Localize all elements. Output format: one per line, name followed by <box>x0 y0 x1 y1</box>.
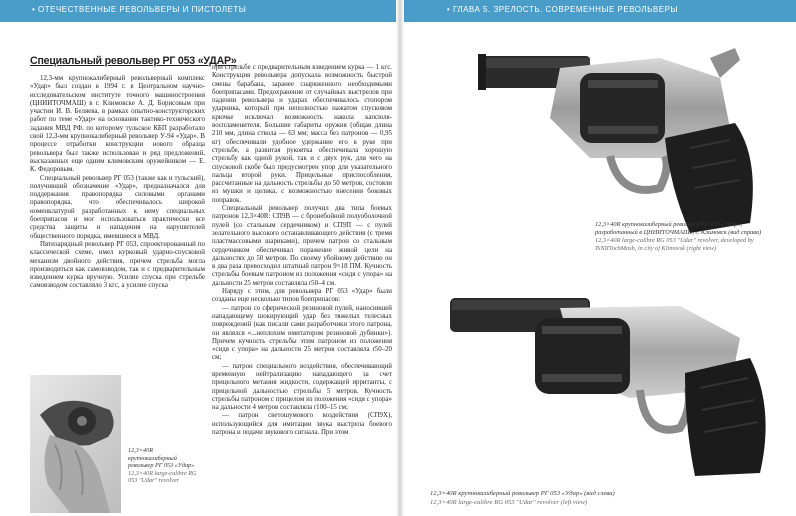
caption-ru: 12,3×40R крупнокалиберный револьвер РГ 053 «Удар», разработанный в ЦНИИТОЧМАШе, г. Климовск (вид справа) <box>595 221 762 236</box>
book-gutter <box>396 0 404 516</box>
paragraph: Специальный револьвер РГ 053 (также как и тульский), получивший обозначение «Удар», предназначался для поддержания правопорядка силовыми органами правопорядка, что обеспечивалось широкой номенклатурой разработанных к нему специальных боеприпасов и мог использоваться практически все средства защиты и нападения на нарушителей общественного порядка, имевшиеся в МВД. <box>30 174 205 240</box>
caption-ru: 12,3×40R крупнокалиберный револьвер РГ 053 «Удар» (вид слева) <box>430 490 615 497</box>
paragraph: — патрон светошумового воздействия (СП9Х), использующийся для имитации звука выстрела боевого патрона и подачи звукового сигнала. При этом <box>212 412 392 437</box>
small-figure-caption <box>128 447 198 485</box>
right-view-caption <box>595 221 785 253</box>
text-column-1 <box>30 75 205 291</box>
paragraph: Специальный револьвер получил два типа боевых патронов 12,3×40R: СП9В — с бронебойной полуоболочной пулей (со стальным сердечником) и СП9П — с пулей зелательного высокого останавливающего действия (с тремя пластмассовыми шариками), причем патрон со стальным сердечником обеспечивал поражение живой цели на дальностях до 50 метров. По своему убойному действию он в два раза превосходил штатный патрон 9×18 ПМ. Кучность стрельбы боевым патроном из положения «сидя с упора» на дальности 25 метров составляла r50–4 см. <box>212 205 392 287</box>
caption-en: 12,3×40R large-calibre RG 053 "Udar" revolver (left view) <box>430 498 588 506</box>
left-view-caption <box>430 490 780 507</box>
paragraph: 12,3-мм крупнокалиберный револьверный комплекс «Удар» был создан в 1994 г. в Центральном научно-исследовательском институте точного машиностроения (ЦНИИТОЧМАШ) в г. Климовске А. Д. Борисовым при участии И. В. Беляева, в рамках опытно-конструкторских работ по теме «Удар» на основании тактико-технического задания МВД РФ, по которому тульское КБП разработало свой 12,3-мм крупнокалиберный револьвер У-94 «Удар». В процессе отработки конструкции нового образца револьвера был также использован и ряд предложений, высказанных еще одним климовским оружейником — Е. К. Федоровым. <box>30 75 205 174</box>
revolver-left-view-photo <box>430 278 775 478</box>
hand-revolver-photo <box>30 375 121 513</box>
running-head-right: • ГЛАВА 5. ЗРЕЛОСТЬ. СОВРЕМЕННЫЕ РЕВОЛЬВЕРЫ <box>446 5 678 14</box>
caption-ru: 12,3×40R крупнокалиберный револьвер РГ 053 «Удар» <box>128 447 195 470</box>
caption-en: 12,3×40R large-calibre RG 053 "Udar" revolver <box>128 469 197 485</box>
revolver-right-view-photo <box>430 38 770 238</box>
paragraph: при стрельбе с предварительным взведением курка — 1 кгс. Конструкция револьвера допускала возможность быстрой смены барабана, заранее снаряженного необходимыми боеприпасами. Предохранение от случайных выстрелов при падении револьвера и ударах обеспечивалось стопором ударника, который при неполностью нажатом спусковом крючке исключал возможность накола капсюля-воспламенителя. Большие габариты оружия (общая длина 210 мм, длина ствола — 63 мм; масса без патронов — 0,95 кг) обеспечивали удобное удержание его в руке при стрельбе, а развитая рукоятка обеспечивала хорошую стрельбу как одной рукой, так и с двух рук, для чего на спусковой скобе был предусмотрен упор для указательного пальца второй руки. Прицельные приспособления, рассчитанные на дальность стрельбы до 50 метров, состояли из мушки и целика, с возможностью внесения боковых поправок. <box>212 64 392 204</box>
caption-en: 12,3×40R large-calibre RG 053 "Udar" revolver, developed by TsNIITochMash, in city of Klimovsk (right view) <box>595 237 754 252</box>
paragraph: — патрон со сферической резиновой пулей, наносившей нападающему шокирующий удар без тяжелых телесных повреждений (как писали сами разработчики этого патрона, он являлся «...неплохим имитатором резиновой дубинки»). Причем кучность стрельбы этим патроном из положения «сидя с упора» на дальности 25 метров составляла r50–20 см; <box>212 304 392 362</box>
paragraph: Пятизарядный револьвер РГ 053, спроектированный по классической схеме, имел курковый ударно-спусковой механизм двойного действия, причем стрельба могла производиться как самовзводом, так и с предварительным взведением курка вручную. Усилие спуска при стрельбе самовзводом составляло 3 кгс, а усилие спуска <box>30 240 205 290</box>
running-head-left: • ОТЕЧЕСТВЕННЫЕ РЕВОЛЬВЕРЫ И ПИСТОЛЕТЫ <box>32 5 247 14</box>
text-column-2 <box>212 64 392 437</box>
article-title: Специальный револьвер РГ 053 «УДАР» <box>30 55 237 67</box>
paragraph: — патрон специального воздействия, обеспечивающий временную нейтрализацию нападающего за счет прицельного метания жидкости, содержащей ирританты, с прицельной дальностью стрельбы 5 метров. Кучность стрельбы патроном с прицелом из положения «сидя с упора» на дальности 4 метров составляла r100–15 см; <box>212 362 392 412</box>
paragraph: Наряду с этим, для револьвера РГ 053 «Удар» были созданы еще несколько типов боеприпасов: <box>212 288 392 304</box>
